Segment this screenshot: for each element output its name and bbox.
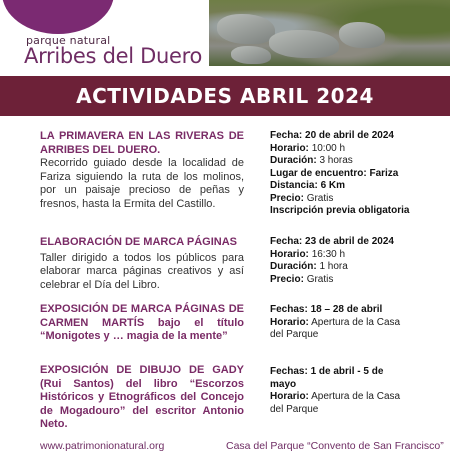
detail-schedule: Horario: Apertura de la Casa del Parque: [270, 391, 401, 415]
detail-duration: Duración: 1 hora: [270, 261, 348, 272]
banner-title: ACTIVIDADES ABRIL 2024: [76, 84, 374, 108]
activity-description: Taller dirigido a todos los públicos para elaborar marca páginas creativos y así celebrar el Día del Libro.: [40, 251, 244, 291]
activity-2: [40, 236, 244, 292]
detail-distance: Distancia: 6 Km: [270, 180, 346, 191]
detail-registration: Inscripción previa obligatoria: [270, 205, 410, 216]
activity-3: [40, 303, 244, 344]
detail-schedule: Horario: Apertura de la Casa del Parque: [270, 316, 401, 340]
activity-2-details: [270, 236, 450, 286]
detail-meeting-point: Lugar de encuentro: Fariza: [270, 167, 399, 179]
website-link[interactable]: www.patrimonionatural.org: [40, 440, 165, 452]
activity-3-details: [270, 304, 410, 342]
detail-date: Fecha: 20 de abril de 2024: [270, 130, 394, 141]
activity-title: EXPOSICIÓN DE DIBUJO DE GADY (Rui Santos) del libro “Escorzos Históricos y Etnográficos del Concejo de Mogadouro” del escritor Antonio Neto.: [40, 364, 244, 430]
activity-4-details: [270, 366, 410, 416]
activity-1: [40, 130, 244, 211]
detail-price: Precio: Gratis: [270, 192, 334, 204]
brand-title: Arribes del Duero: [24, 44, 203, 68]
activity-description: Recorrido guiado desde la localidad de Fariza siguiendo la ruta de los molinos, por un paisaje precioso de peñas y fresnos, hasta la Ermita del Castillo.: [40, 157, 244, 210]
landscape-photo: [209, 0, 450, 66]
detail-time: Horario: 16:30 h: [270, 248, 346, 260]
detail-price: Precio: Gratis: [270, 273, 334, 285]
detail-duration: Duración: 3 horas: [270, 155, 353, 166]
activity-title: LA PRIMAVERA EN LAS RIVERAS DE ARRIBES DEL DUERO.: [40, 130, 244, 156]
detail-dates: Fechas: 1 de abril - 5 de mayo: [270, 366, 384, 390]
detail-date: Fecha: 23 de abril de 2024: [270, 236, 394, 247]
activity-title: EXPOSICIÓN DE MARCA PÁGINAS DE CARMEN MARTÍS bajo el título “Monigotes y … magia de la mente”: [40, 303, 244, 342]
park-logo-circle: [2, 0, 114, 34]
venue-name: Casa del Parque “Convento de San Francisco”: [226, 440, 444, 452]
detail-time: Horario: 10:00 h: [270, 142, 346, 154]
activity-1-details: [270, 130, 450, 218]
brand-subtitle: parque natural: [26, 34, 111, 47]
activities-banner: [0, 76, 450, 116]
activity-4: [40, 364, 244, 432]
detail-dates: Fechas: 18 – 28 de abril: [270, 304, 383, 315]
activity-title: ELABORACIÓN DE MARCA PÁGINAS: [40, 236, 237, 248]
